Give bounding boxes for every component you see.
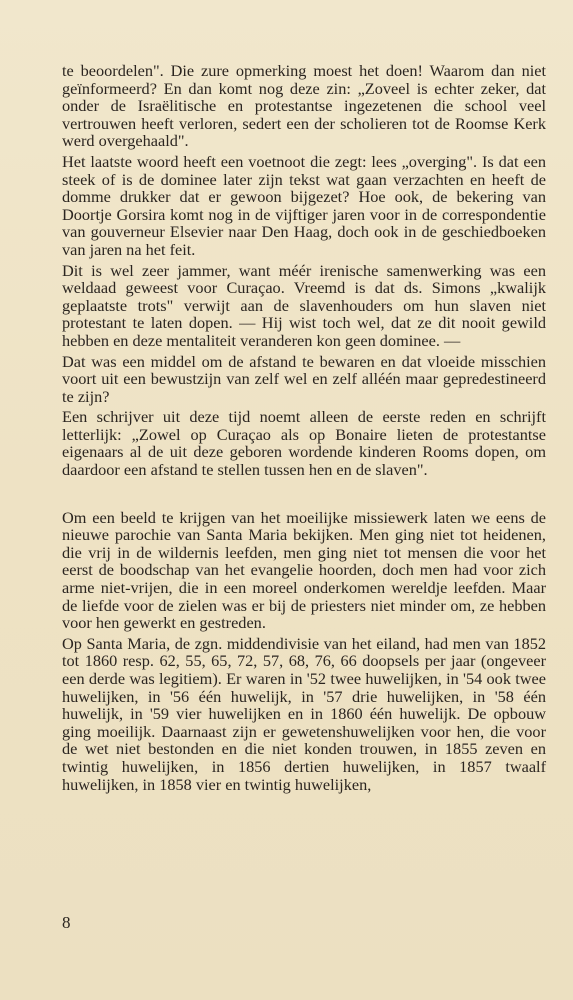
paragraph: Dat was een middel om de afstand te bewaren en dat vloeide misschien voort uit een bewustzijn van zelf wel en zelf alléén maar gepredestineerd te zijn? bbox=[62, 351, 546, 406]
paragraph: Om een beeld te krijgen van het moeilijke missiewerk laten we eens de nieuwe parochie van Santa Maria bekijken. Men ging niet tot heidenen, die vrij in de wildernis leefden, men ging niet tot mensen die voor het eerst de boodschap van het evangelie hoorden, doch men had voor zich arme niet-vrijen, die in een moreel onderkomen wereldje leefden. Maar de liefde voor de zielen was er bij de priesters niet minder om, ze hebben voor hen gewerkt en gestreden. bbox=[62, 507, 546, 633]
paragraph: Een schrijver uit deze tijd noemt alleen de eerste reden en schrijft letterlijk: „Zowel op Curaçao als op Bonaire lieten de protestantse eigenaars al de uit deze geboren wordende kinderen Rooms dopen, om daardoor een afstand te stellen tussen hen en de slaven". bbox=[62, 407, 546, 480]
body-text bbox=[62, 62, 546, 793]
paragraph: Dit is wel zeer jammer, want méér irenische samenwerking was een weldaad geweest voor Curaçao. Vreemd is dat ds. Simons „kwalijk geplaatste trots" verwijt aan de slavenhouders om hun slaven niet protestant te laten dopen. — Hij wist toch wel, dat ze dit nooit gewild hebben en deze mentaliteit veranderen kon geen dominee. — bbox=[62, 260, 546, 350]
page-number: 8 bbox=[62, 913, 71, 932]
paragraph: Het laatste woord heeft een voetnoot die zegt: lees „overging". Is dat een steek of is de dominee later zijn tekst wat gaan verzachten en heeft de domme drukker dat er gewoon bijgezet? Hoe ook, de bekering van Doortje Gorsira komt nog in de vijftiger jaren voor in de correspondentie van gouverneur Elsevier naar Den Haag, doch ook in de geschiedboeken van jaren na het feit. bbox=[62, 151, 546, 259]
paragraph: te beoordelen". Die zure opmerking moest het doen! Waarom dan niet geïnformeerd? En dan komt nog deze zin: „Zoveel is echter zeker, dat onder de Israëlitische en protestantse ingezetenen die school veel vertrouwen heeft verloren, sedert een der scholieren tot de Roomse Kerk werd overgehaald". bbox=[62, 61, 546, 151]
paragraph: Op Santa Maria, de zgn. middendivisie van het eiland, had men van 1852 tot 1860 resp. 62, 55, 65, 72, 57, 68, 76, 66 doopsels per jaar (ongeveer een derde was legitiem). Er waren in '52 twee huwelijken, in '54 ook twee huwelijken, in '56 één huwelijk, in '57 drie huwelijken, in '58 één huwelijk, in '59 vier huwelijken en in 1860 één huwelijk. De opbouw ging moeilijk. Daarnaast zijn er gewetenshuwelijken voor hen, die voor de wet niet bestonden en die niet konden trouwen, in 1855 zeven en twintig huwelijken, in 1856 dertien huwelijken, in 1857 twaalf huwelijken, in 1858 vier en twintig huwelijken, bbox=[62, 633, 546, 794]
